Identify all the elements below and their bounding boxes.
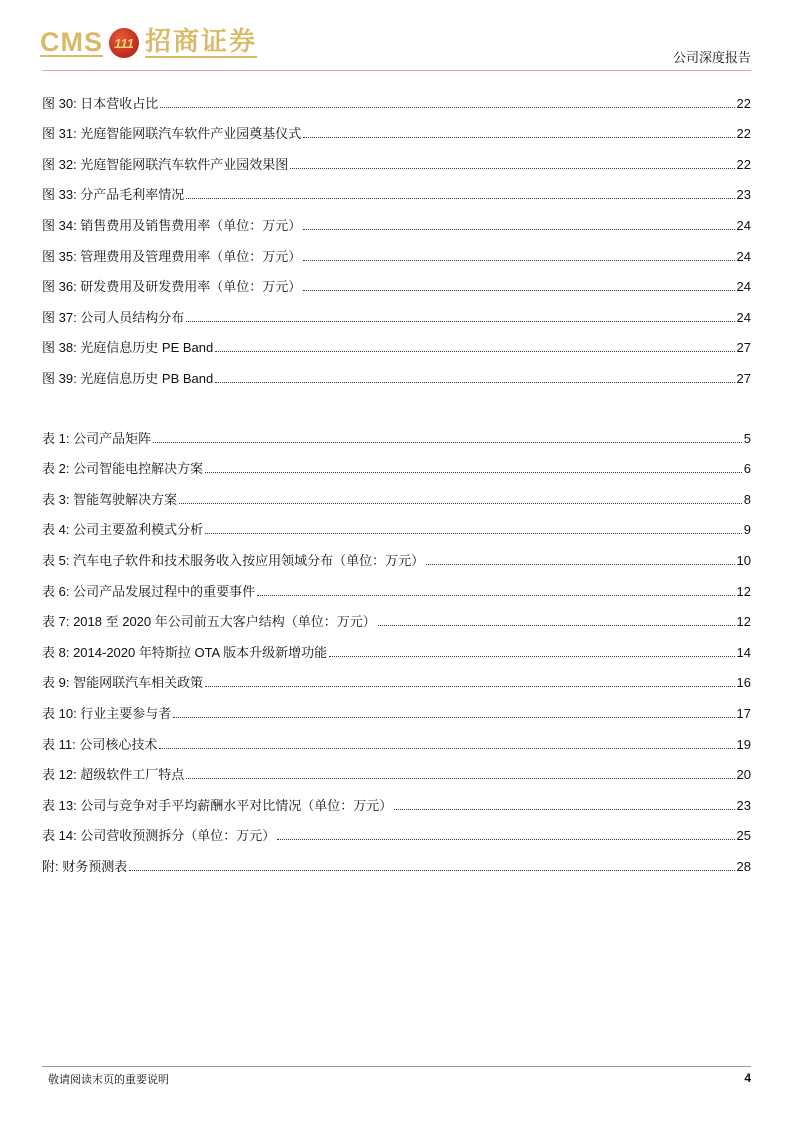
toc-entry-page: 10 [736,552,751,568]
toc-entry-label: 表 4: 公司主要盈利模式分析 [42,522,204,538]
toc-entry[interactable] [42,690,751,721]
logo-cn: 招商证券 [145,27,258,57]
toc-entry-page: 19 [736,736,751,752]
toc-entry-page: 24 [736,217,751,233]
toc-entry-page: 17 [736,705,751,721]
toc-entry-label: 附: 财务预测表 [42,858,128,874]
toc-entry[interactable] [42,568,751,599]
page-number: 4 [744,1071,751,1085]
dot-leader [215,382,734,383]
toc-entry-label: 图 33: 分产品毛利率情况 [42,187,185,203]
toc-entry-label: 表 9: 智能网联汽车相关政策 [42,675,204,691]
dot-leader [173,717,734,718]
toc-entry[interactable] [42,843,751,874]
dot-leader [303,137,734,138]
toc-entry-label: 表 5: 汽车电子软件和技术服务收入按应用领域分布（单位：万元） [42,552,425,568]
company-logo [40,28,257,58]
dot-leader [159,748,734,749]
toc-entry-label: 图 37: 公司人员结构分布 [42,309,185,325]
report-type: 公司深度报告 [672,50,751,65]
toc-entry-label: 表 11: 公司核心技术 [42,736,158,752]
toc-entry[interactable] [42,507,751,538]
toc-entry-page: 12 [736,583,751,599]
toc-entry-label: 表 1: 公司产品矩阵 [42,430,152,446]
dot-leader [186,198,734,199]
toc-entry[interactable] [42,660,751,691]
toc-entry-label: 表 2: 公司智能电控解决方案 [42,461,204,477]
toc-entry[interactable] [42,80,751,111]
dot-leader [378,625,735,626]
toc-entry-label: 表 7: 2018 至 2020 年公司前五大客户结构（单位：万元） [42,614,376,630]
toc-entry[interactable] [42,141,751,172]
toc-entry[interactable] [42,813,751,844]
toc-entry-label: 图 30: 日本营收占比 [42,95,159,111]
toc-entry[interactable] [42,752,751,783]
toc-entry-label: 表 10: 行业主要参与者 [42,705,172,721]
dot-leader [303,260,734,261]
dot-leader [215,351,734,352]
toc-entry-page: 25 [736,828,751,844]
toc-entry-label: 图 38: 光庭信息历史 PE Band [42,340,214,356]
toc-entry-label: 表 12: 超级软件工厂特点 [42,767,185,783]
toc-entry-page: 16 [736,675,751,691]
toc-entry[interactable] [42,264,751,295]
dot-leader [205,533,742,534]
toc-entry-page: 27 [736,370,751,386]
toc-entry[interactable] [42,325,751,356]
toc-entry-page: 22 [736,126,751,142]
toc-entry[interactable] [42,111,751,142]
logo-emblem-icon: 111 [109,28,139,58]
toc-entry[interactable] [42,415,751,446]
toc-entry[interactable] [42,599,751,630]
dot-leader [160,107,734,108]
toc-entry[interactable] [42,202,751,233]
toc-entry[interactable] [42,629,751,660]
toc-entry-page: 6 [743,461,751,477]
toc-entry-page: 24 [736,279,751,295]
dot-leader [205,472,742,473]
toc-entry[interactable] [42,446,751,477]
toc-entry-page: 9 [743,522,751,538]
header-divider [42,70,751,71]
toc-entry-label: 表 6: 公司产品发展过程中的重要事件 [42,583,256,599]
toc-entry-label: 表 3: 智能驾驶解决方案 [42,491,178,507]
toc-entry-page: 14 [736,644,751,660]
toc-entry[interactable] [42,721,751,752]
toc-entry-label: 图 36: 研发费用及研发费用率（单位：万元） [42,279,302,295]
toc-entry-page: 22 [736,156,751,172]
dot-leader [329,656,734,657]
footer-divider [42,1066,751,1067]
toc-entry-page: 20 [736,767,751,783]
toc-entry-page: 12 [736,614,751,630]
figure-list [42,80,751,386]
toc-entry-page: 24 [736,309,751,325]
dot-leader [186,778,734,779]
toc-entry-page: 24 [736,248,751,264]
toc-entry[interactable] [42,233,751,264]
toc-entry-label: 图 34: 销售费用及销售费用率（单位：万元） [42,217,302,233]
toc-entry-label: 表 14: 公司营收预测拆分（单位：万元） [42,828,276,844]
dot-leader [303,290,734,291]
toc-entry-label: 图 32: 光庭智能网联汽车软件产业园效果图 [42,156,289,172]
dot-leader [257,595,734,596]
dot-leader [129,870,734,871]
dot-leader [426,564,734,565]
toc-entry-label: 表 13: 公司与竞争对手平均薪酬水平对比情况（单位：万元） [42,797,393,813]
toc-entry[interactable] [42,537,751,568]
toc-entry[interactable] [42,782,751,813]
toc-entry-page: 23 [736,187,751,203]
footer-note: 敬请阅读末页的重要说明 [48,1074,169,1086]
toc-entry-page: 28 [736,858,751,874]
dot-leader [303,229,734,230]
toc-entry-page: 22 [736,95,751,111]
toc-entry-label: 图 39: 光庭信息历史 PB Band [42,370,214,386]
toc-entry-page: 8 [743,491,751,507]
table-list [42,415,751,874]
dot-leader [205,686,734,687]
toc-entry-page: 5 [743,430,751,446]
dot-leader [186,321,734,322]
dot-leader [277,839,734,840]
toc-entry-label: 表 8: 2014-2020 年特斯拉 OTA 版本升级新增功能 [42,644,328,660]
dot-leader [394,809,734,810]
toc-entry[interactable] [42,476,751,507]
dot-leader [153,442,742,443]
toc-entry-page: 27 [736,340,751,356]
toc-entry-label: 图 35: 管理费用及管理费用率（单位：万元） [42,248,302,264]
toc-entry[interactable] [42,294,751,325]
toc-entry-label: 图 31: 光庭智能网联汽车软件产业园奠基仪式 [42,126,302,142]
toc-entry-page: 23 [736,797,751,813]
dot-leader [179,503,742,504]
toc-entry[interactable] [42,172,751,203]
dot-leader [290,168,734,169]
toc-entry[interactable] [42,355,751,386]
logo-en: CMS [40,27,103,57]
